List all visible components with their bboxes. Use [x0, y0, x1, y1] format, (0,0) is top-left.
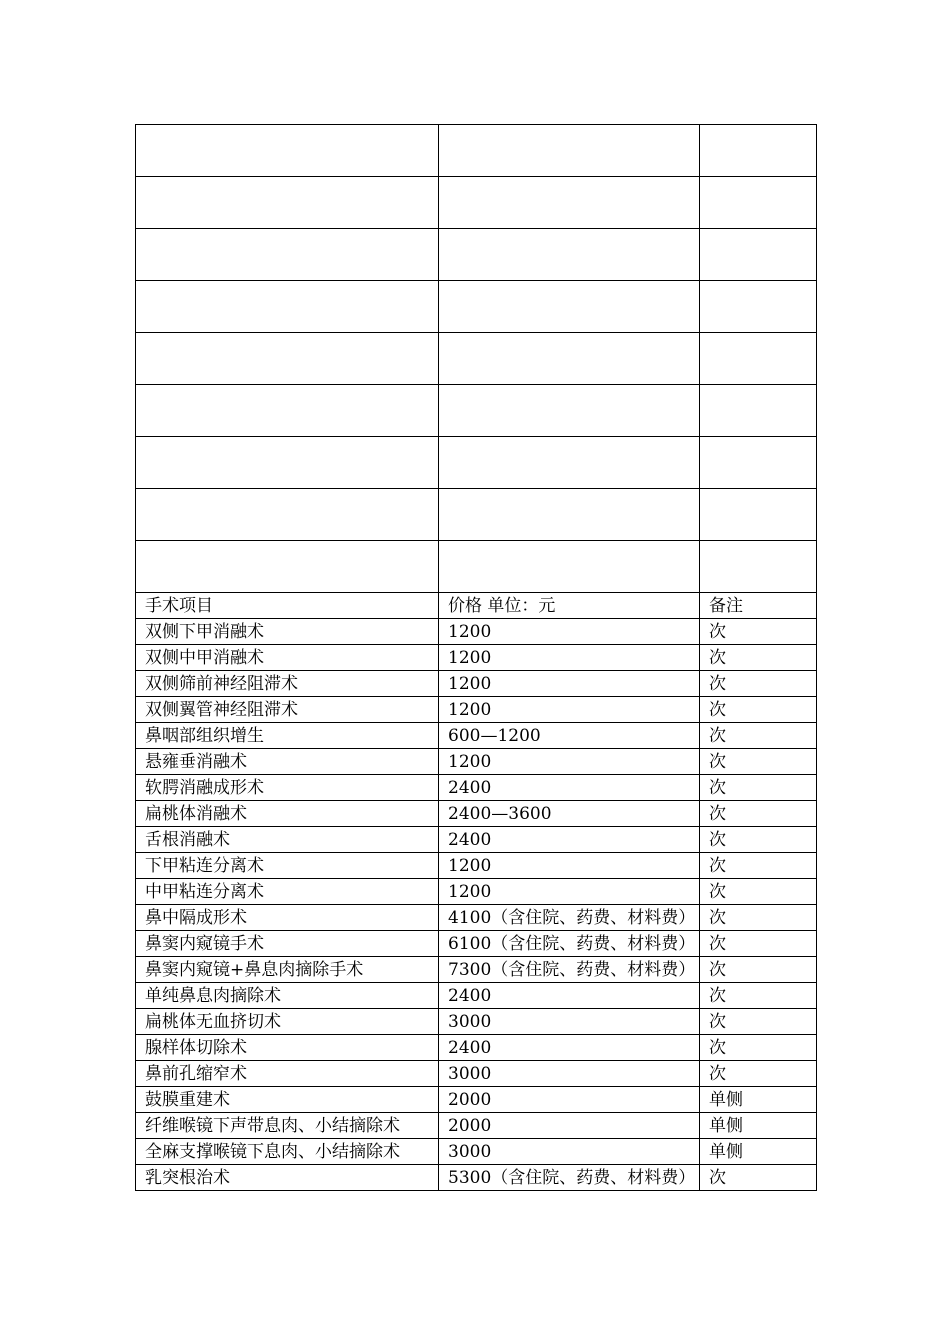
procedure-cell: 鼻中隔成形术 [136, 905, 439, 931]
price-cell: 4100（含住院、药费、材料费） [439, 905, 700, 931]
procedure-cell: 舌根消融术 [136, 827, 439, 853]
table-row [136, 1009, 817, 1035]
table-row [136, 1139, 817, 1165]
note-cell: 次 [700, 801, 817, 827]
price-cell: 7300（含住院、药费、材料费） [439, 957, 700, 983]
procedure-cell: 单纯鼻息肉摘除术 [136, 983, 439, 1009]
price-cell: 2400—3600 [439, 801, 700, 827]
procedure-cell: 扁桃体无血挤切术 [136, 1009, 439, 1035]
note-cell: 次 [700, 1061, 817, 1087]
table-row [136, 905, 817, 931]
price-cell: 600—1200 [439, 723, 700, 749]
procedure-cell: 鼻咽部组织增生 [136, 723, 439, 749]
procedure-cell: 双侧中甲消融术 [136, 645, 439, 671]
price-cell: 1200 [439, 645, 700, 671]
empty-cell [439, 125, 700, 177]
price-cell: 2400 [439, 1035, 700, 1061]
table-row [136, 723, 817, 749]
table-row [136, 931, 817, 957]
empty-cell [700, 489, 817, 541]
price-cell: 1200 [439, 879, 700, 905]
empty-cell [700, 385, 817, 437]
price-cell: 2000 [439, 1087, 700, 1113]
empty-cell [439, 385, 700, 437]
table-row [136, 853, 817, 879]
note-cell: 次 [700, 645, 817, 671]
table-row [136, 749, 817, 775]
empty-cell [439, 281, 700, 333]
note-cell: 次 [700, 1165, 817, 1191]
empty-row [136, 229, 817, 281]
note-cell: 次 [700, 749, 817, 775]
note-cell: 次 [700, 905, 817, 931]
empty-cell [136, 229, 439, 281]
table-row [136, 645, 817, 671]
price-cell: 3000 [439, 1139, 700, 1165]
note-cell: 次 [700, 879, 817, 905]
empty-row [136, 333, 817, 385]
table-row [136, 697, 817, 723]
price-cell: 1200 [439, 671, 700, 697]
empty-cell [136, 437, 439, 489]
empty-cell [439, 177, 700, 229]
procedure-cell: 软腭消融成形术 [136, 775, 439, 801]
header-procedure: 手术项目 [136, 593, 439, 619]
note-cell: 次 [700, 931, 817, 957]
empty-cell [439, 541, 700, 593]
procedure-cell: 双侧下甲消融术 [136, 619, 439, 645]
procedure-cell: 下甲粘连分离术 [136, 853, 439, 879]
note-cell: 次 [700, 671, 817, 697]
note-cell: 次 [700, 1035, 817, 1061]
note-cell: 单侧 [700, 1139, 817, 1165]
procedure-cell: 扁桃体消融术 [136, 801, 439, 827]
table-row [136, 827, 817, 853]
table-row [136, 1061, 817, 1087]
note-cell: 单侧 [700, 1113, 817, 1139]
empty-row [136, 385, 817, 437]
table-row [136, 1087, 817, 1113]
procedure-cell: 全麻支撑喉镜下息肉、小结摘除术 [136, 1139, 439, 1165]
price-cell: 1200 [439, 853, 700, 879]
price-cell: 2400 [439, 775, 700, 801]
price-cell: 2400 [439, 983, 700, 1009]
empty-cell [439, 489, 700, 541]
empty-cell [136, 125, 439, 177]
empty-row [136, 281, 817, 333]
price-cell: 3000 [439, 1009, 700, 1035]
price-cell: 5300（含住院、药费、材料费） [439, 1165, 700, 1191]
table-row [136, 775, 817, 801]
price-cell: 6100（含住院、药费、材料费） [439, 931, 700, 957]
price-cell: 2000 [439, 1113, 700, 1139]
table-row [136, 1035, 817, 1061]
note-cell: 次 [700, 983, 817, 1009]
note-cell: 次 [700, 853, 817, 879]
procedure-cell: 纤维喉镜下声带息肉、小结摘除术 [136, 1113, 439, 1139]
procedure-cell: 悬雍垂消融术 [136, 749, 439, 775]
price-cell: 3000 [439, 1061, 700, 1087]
note-cell: 次 [700, 697, 817, 723]
empty-cell [136, 281, 439, 333]
empty-cell [700, 125, 817, 177]
empty-row [136, 489, 817, 541]
procedure-cell: 鼻前孔缩窄术 [136, 1061, 439, 1087]
empty-cell [700, 437, 817, 489]
empty-row [136, 125, 817, 177]
procedure-cell: 鼓膜重建术 [136, 1087, 439, 1113]
table-row [136, 1113, 817, 1139]
header-price: 价格 单位：元 [439, 593, 700, 619]
empty-cell [439, 333, 700, 385]
note-cell: 次 [700, 1009, 817, 1035]
price-cell: 1200 [439, 749, 700, 775]
table-row [136, 671, 817, 697]
note-cell: 次 [700, 775, 817, 801]
note-cell: 次 [700, 957, 817, 983]
header-note: 备注 [700, 593, 817, 619]
note-cell: 单侧 [700, 1087, 817, 1113]
note-cell: 次 [700, 723, 817, 749]
price-cell: 1200 [439, 697, 700, 723]
table-header-row [136, 593, 817, 619]
empty-cell [136, 177, 439, 229]
empty-cell [136, 541, 439, 593]
empty-cell [439, 437, 700, 489]
table-row [136, 983, 817, 1009]
empty-cell [700, 541, 817, 593]
price-table-body [136, 125, 817, 1191]
empty-row [136, 437, 817, 489]
empty-cell [136, 333, 439, 385]
price-cell: 1200 [439, 619, 700, 645]
empty-row [136, 541, 817, 593]
empty-cell [439, 229, 700, 281]
procedure-cell: 中甲粘连分离术 [136, 879, 439, 905]
note-cell: 次 [700, 827, 817, 853]
empty-cell [136, 489, 439, 541]
note-cell: 次 [700, 619, 817, 645]
procedure-cell: 鼻窦内窥镜+鼻息肉摘除手术 [136, 957, 439, 983]
empty-cell [700, 281, 817, 333]
procedure-cell: 双侧筛前神经阻滞术 [136, 671, 439, 697]
table-row [136, 879, 817, 905]
procedure-cell: 鼻窦内窥镜手术 [136, 931, 439, 957]
empty-row [136, 177, 817, 229]
table-row [136, 801, 817, 827]
empty-cell [700, 333, 817, 385]
empty-cell [700, 229, 817, 281]
empty-cell [136, 385, 439, 437]
table-row [136, 619, 817, 645]
empty-cell [700, 177, 817, 229]
procedure-cell: 乳突根治术 [136, 1165, 439, 1191]
table-row [136, 1165, 817, 1191]
procedure-cell: 腺样体切除术 [136, 1035, 439, 1061]
procedure-cell: 双侧翼管神经阻滞术 [136, 697, 439, 723]
price-cell: 2400 [439, 827, 700, 853]
table-row [136, 957, 817, 983]
price-table [135, 124, 817, 1191]
